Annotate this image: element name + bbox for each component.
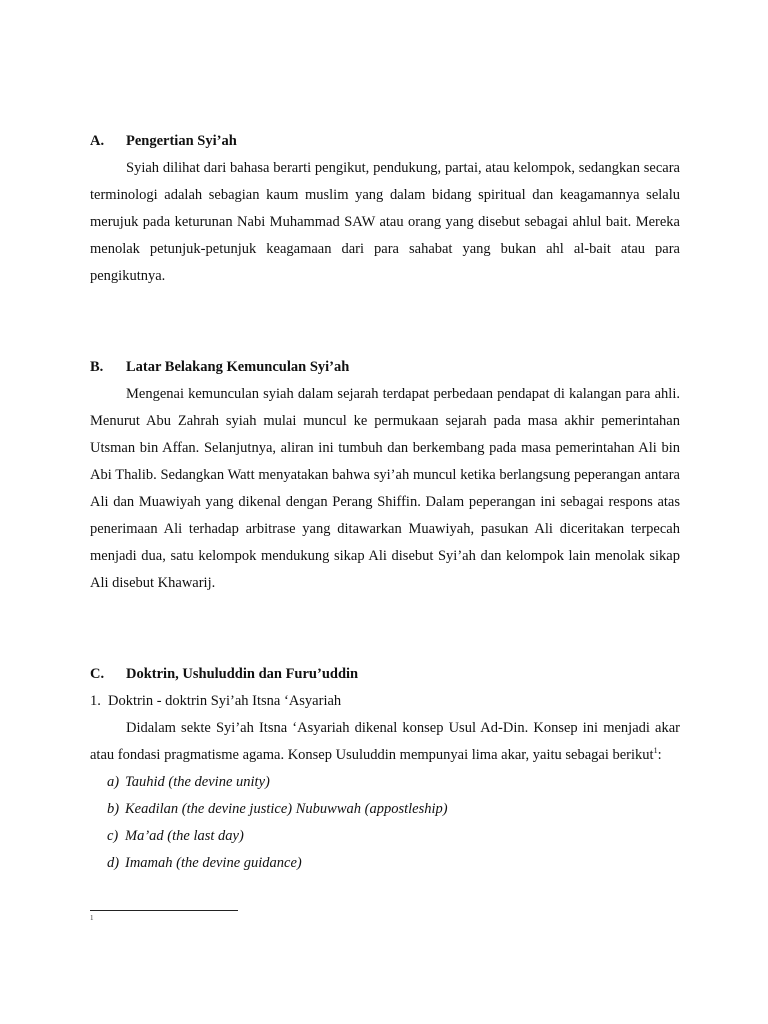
- section-b-heading: [90, 354, 680, 381]
- footnote-reference[interactable]: 1: [653, 746, 658, 756]
- list-item-text: Imamah (the devine guidance): [125, 855, 302, 871]
- footnote-marker: 1: [90, 914, 94, 922]
- section-c-heading: [90, 661, 680, 688]
- footnote-separator: [90, 910, 238, 911]
- section-b-letter: B.: [90, 359, 104, 375]
- section-c-letter: C.: [90, 666, 105, 682]
- list-item-marker: c): [107, 828, 119, 844]
- subsection-1-title: Doktrin - doktrin Syi’ah Itsna ‘Asyariah: [108, 693, 342, 709]
- subsection-1-paragraph-text: Didalam sekte Syi’ah Itsna ‘Asyariah dikenal konsep Usul Ad-Din. Konsep ini menjadi akar atau fondasi pragmatisme agama. Konsep Usuluddin mempunyai lima akar, yaitu sebagai berikut: [90, 720, 680, 763]
- list-item-marker: d): [107, 855, 120, 871]
- subsection-1-number: 1.: [90, 693, 101, 709]
- section-b-paragraph: [90, 381, 680, 597]
- list-item: [90, 769, 680, 796]
- list-item: [90, 796, 680, 823]
- list-item-text: Tauhid (the devine unity): [125, 774, 270, 790]
- subsection-1-paragraph: [90, 715, 680, 769]
- section-a-paragraph-text: Syiah dilihat dari bahasa berarti pengikut, pendukung, partai, atau kelompok, sedangkan secara terminologi adalah sebagian kaum muslim yang dalam bidang spiritual dan keagamannya selalu merujuk pada keturunan Nabi Muhammad SAW atau orang yang disebut sebagai ahlul bait. Mereka menolak petunjuk-petunjuk keagamaan dari para sahabat yang bukan ahl al-bait atau para pengikutnya.: [90, 160, 680, 284]
- list-item: [90, 823, 680, 850]
- list-item-text: Ma’ad (the last day): [125, 828, 244, 844]
- section-b-title: Latar Belakang Kemunculan Syi’ah: [126, 359, 350, 375]
- document-page: [90, 128, 680, 877]
- section-a-letter: A.: [90, 133, 105, 149]
- usuluddin-list: [90, 769, 680, 877]
- list-item-text: Keadilan (the devine justice) Nubuwwah (appostleship): [125, 801, 448, 817]
- section-a-heading: [90, 128, 680, 155]
- list-item-marker: b): [107, 801, 120, 817]
- section-a-title: Pengertian Syi’ah: [126, 133, 237, 149]
- subsection-1-heading: [90, 688, 680, 715]
- section-b-paragraph-text: Mengenai kemunculan syiah dalam sejarah terdapat perbedaan pendapat di kalangan para ahli. Menurut Abu Zahrah syiah mulai muncul ke permukaan sejarah pada masa akhir pemerintahan Utsman bin Affan. Selanjutnya, aliran ini tumbuh dan berkembang pada masa pemerintahan Ali bin Abi Thalib. Sedangkan Watt menyatakan bahwa syi’ah muncul ketika berlangsung peperangan antara Ali dan Muawiyah yang dikenal dengan Perang Shiffin. Dalam peperangan ini sebagai respons atas penerimaan Ali terhadap arbitrase yang ditawarkan Muawiyah, pasukan Ali diceritakan terpecah menjadi dua, satu kelompok mendukung sikap Ali disebut Syi’ah dan kelompok lain menolak sikap Ali disebut Khawarij.: [90, 386, 680, 591]
- section-c-title: Doktrin, Ushuluddin dan Furu’uddin: [126, 666, 359, 682]
- list-item: [90, 850, 680, 877]
- subsection-1-paragraph-end: :: [657, 747, 662, 763]
- list-item-marker: a): [107, 774, 120, 790]
- section-a-paragraph: [90, 155, 680, 290]
